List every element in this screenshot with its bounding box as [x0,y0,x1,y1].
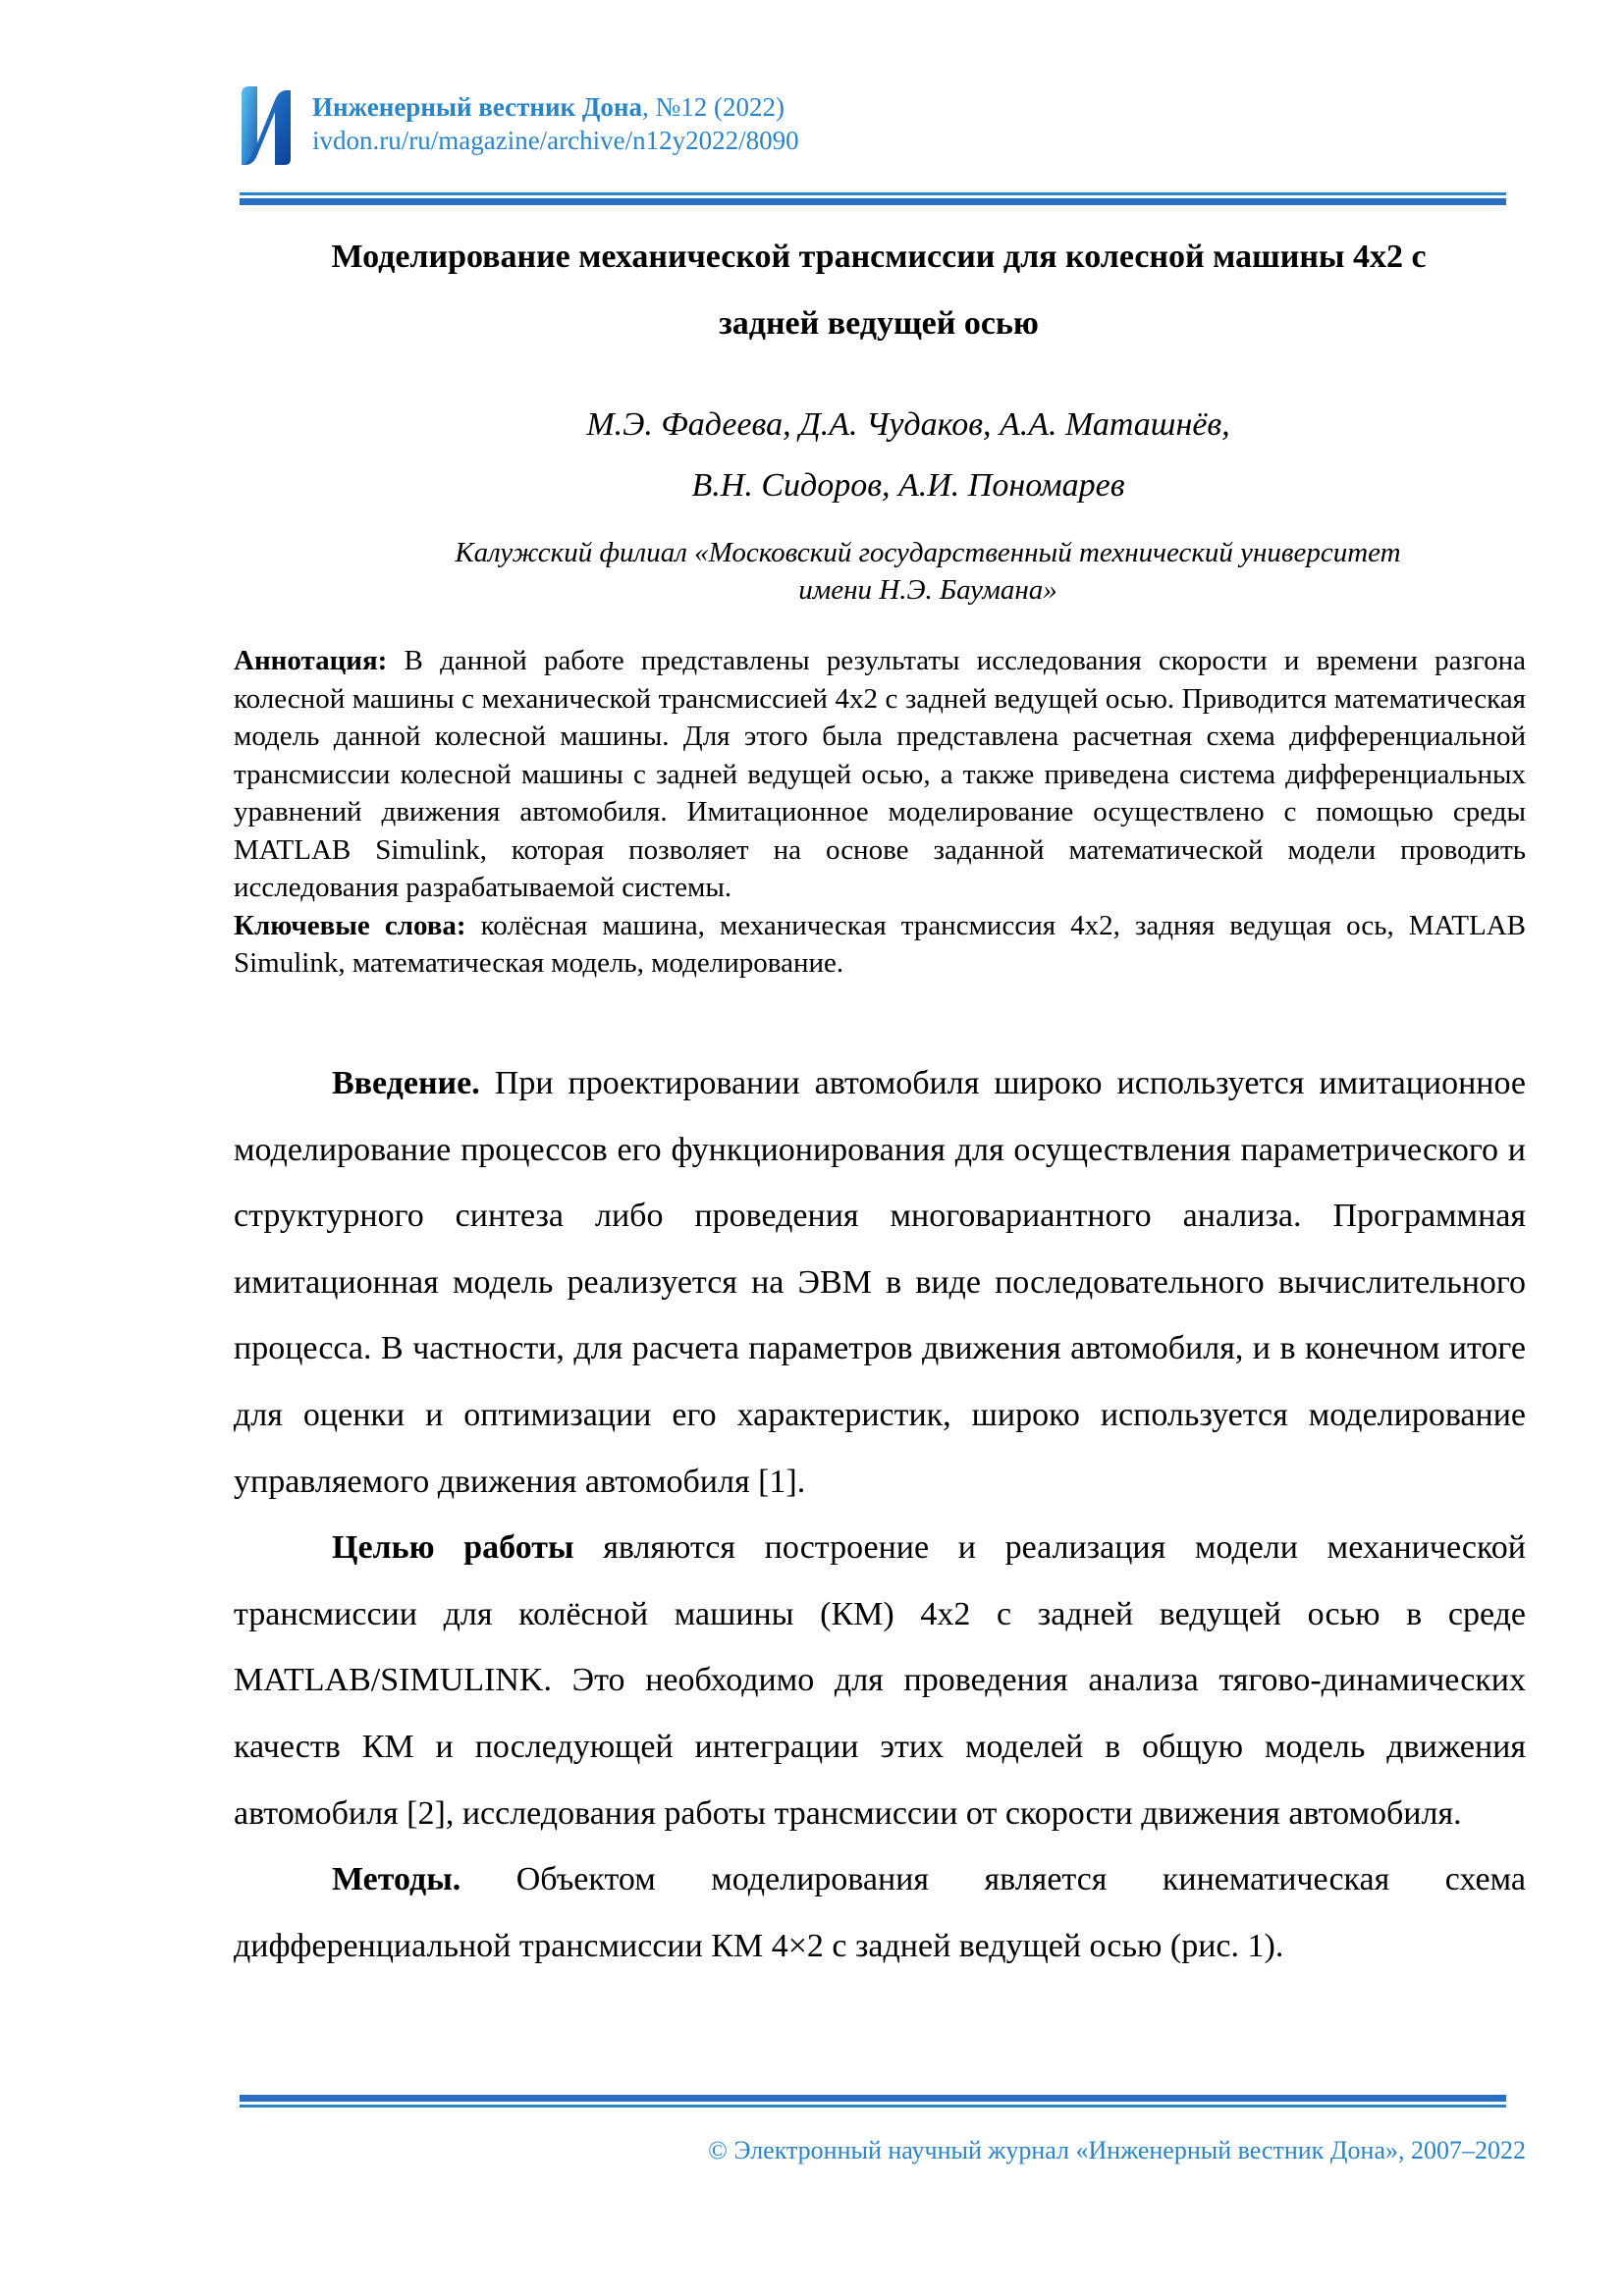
body-text [234,1050,1526,1979]
affiliation-line-2: имени Н.Э. Баумана» [798,574,1057,606]
journal-logo-icon [236,84,295,167]
keywords-label: Ключевые слова: [234,909,466,941]
journal-name: Инженерный вестник Дона [312,92,642,122]
abstract-text: В данной работе представлены результаты исследования скорости и времени разгона колесной машины с механической трансмиссией 4х2 с задней ведущей осью. Приводится математическая модель данной колесной машины. Для этого была представлена расчетная схема дифференциальной трансмиссии колесной машины с задней ведущей осью, а также приведена система дифференциальных уравнений движения автомобиля. Имитационное моделирование осуществлено с помощью среды MATLAB Simulink, которая позволяет на основе заданной математической модели проводить исследования разрабатываемой системы. [234,645,1526,903]
affiliation [295,534,1561,609]
title-line-2: задней ведущей осью [719,305,1039,342]
abstract-block [234,642,1526,983]
methods-text: Объектом моделирования является кинематическая схема дифференциальной трансмиссии КМ 4×2 с задней ведущей осью (рис. 1). [234,1861,1526,1964]
header-rule-thin [240,192,1506,195]
header-rule-thick [240,198,1506,205]
footer-copyright: © Электронный научный журнал «Инженерный вестник Дона», 2007–2022 [708,2136,1526,2164]
journal-url[interactable]: ivdon.ru/ru/magazine/archive/n12y2022/8090 [312,126,799,155]
intro-paragraph [234,1050,1526,1515]
intro-label: Введение. [332,1065,480,1101]
article-title [196,224,1561,357]
intro-text: При проектировании автомобиля широко используется имитационное моделирование процессов его функционирования для осуществления параметрического и структурного синтеза либо проведения многовариантного анализа. Программная имитационная модель реализуется на ЭВМ в виде последовательного вычислительного процесса. В частности, для расчета параметров движения автомобиля, и в конечном итоге для оценки и оптимизации его характеристик, широко используется моделирование управляемого движения автомобиля [1]. [234,1065,1526,1500]
abstract-paragraph [234,642,1526,907]
goal-text: являются построение и реализация модели механической трансмиссии для колёсной машины (КМ) 4х2 с задней ведущей осью в среде MATLAB/SIMULINK. Это необходимо для проведения анализа тягово-динамических качеств КМ и последующей интеграции этих моделей в общую модель движения автомобиля [2], исследования работы трансмиссии от скорости движения автомобиля. [234,1529,1526,1832]
affiliation-line-1: Калужский филиал «Московский государственный технический университет [455,537,1401,568]
journal-title [312,92,785,123]
goal-paragraph [234,1515,1526,1846]
journal-issue: , №12 (2022) [641,92,785,122]
footer-rule-thin [240,2105,1506,2108]
methods-label: Методы. [332,1861,461,1898]
authors-line-1: М.Э. Фадеева, Д.А. Чудаков, А.А. Маташнёв, [586,406,1230,443]
abstract-label: Аннотация: [234,645,388,676]
goal-label: Целью работы [332,1529,574,1567]
keywords-paragraph [234,907,1526,983]
title-line-1: Моделирование механической трансмиссии для колесной машины 4х2 с [331,239,1427,275]
authors-line-2: В.Н. Сидоров, А.И. Пономарев [691,467,1125,504]
methods-paragraph [234,1846,1526,1979]
keywords-text: колёсная машина, механическая трансмиссия 4х2, задняя ведущая ось, MATLAB Simulink, математическая модель, моделирование. [234,909,1526,979]
footer-rule-thick [240,2095,1506,2102]
